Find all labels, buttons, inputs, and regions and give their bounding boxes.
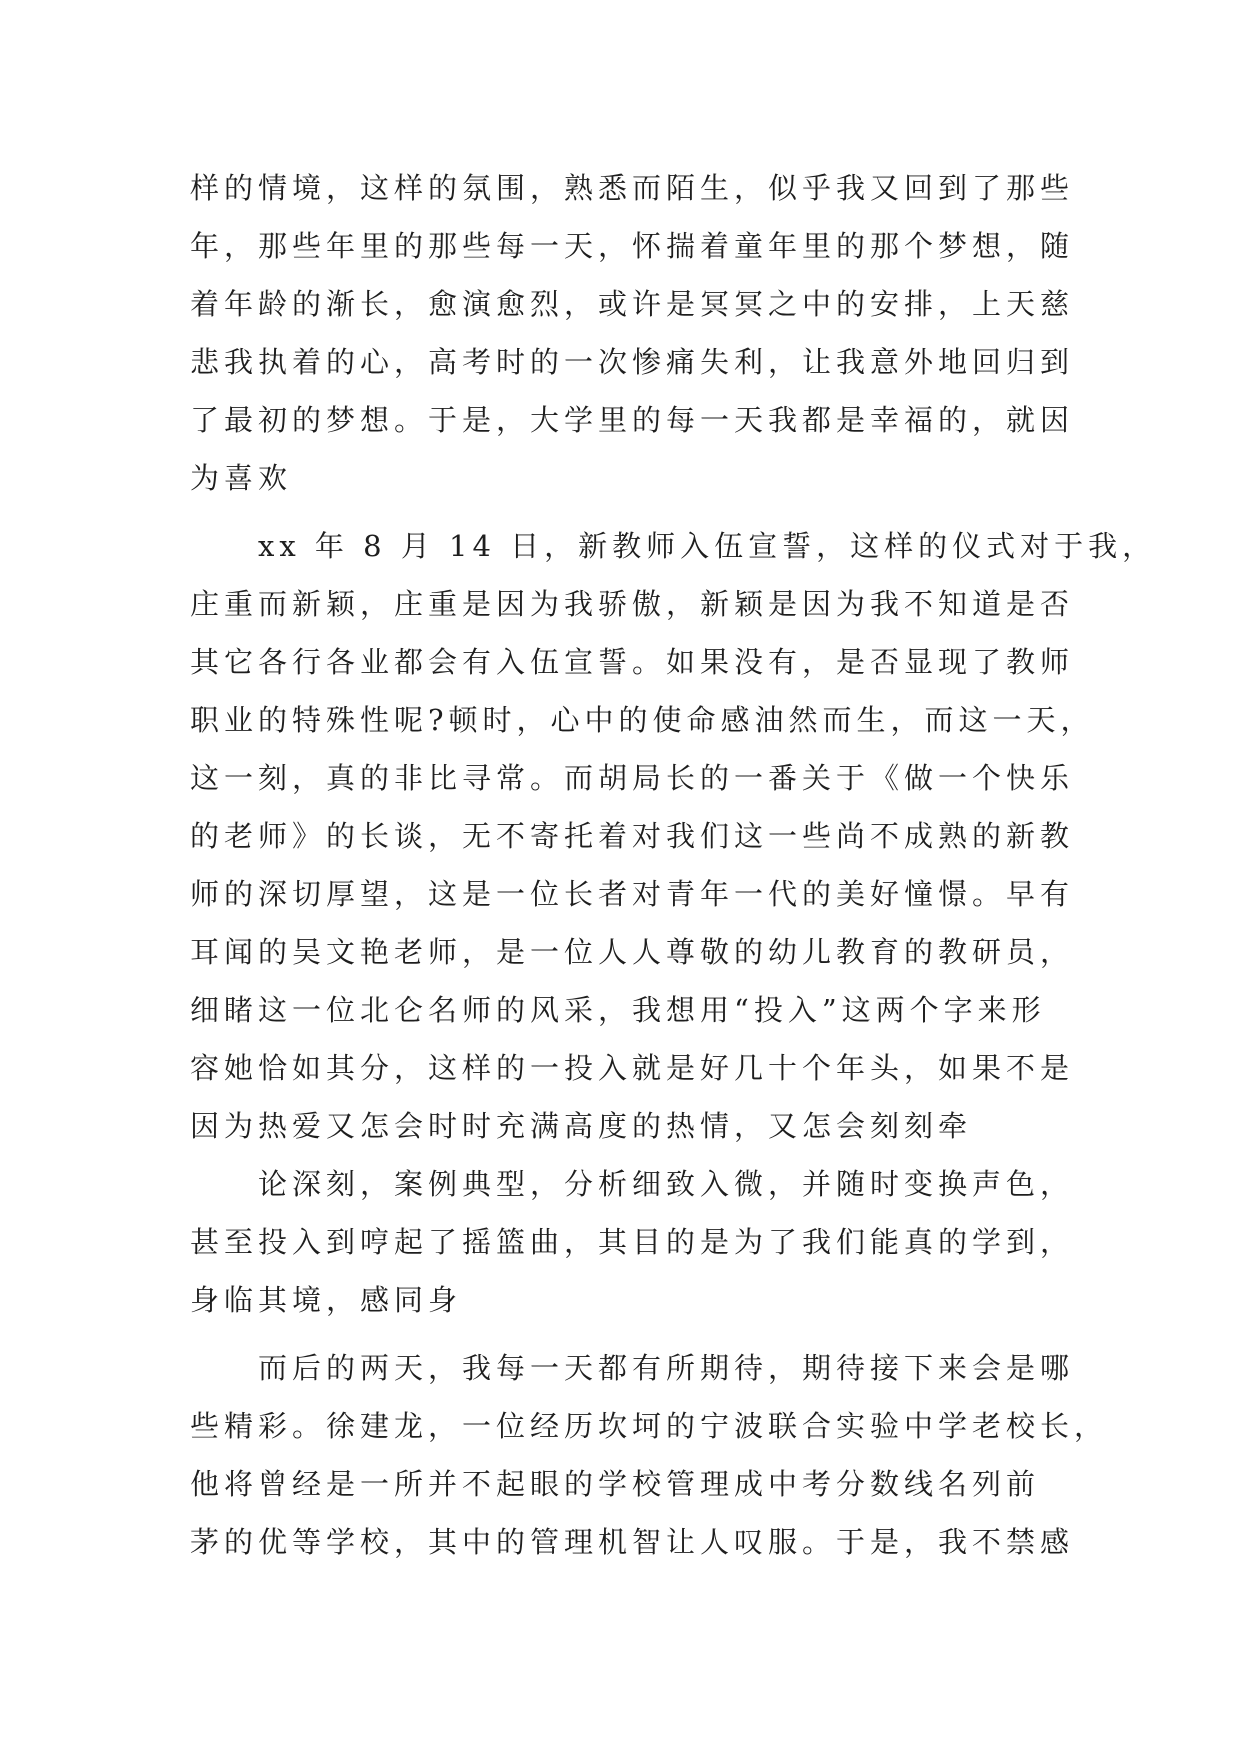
document-body [190,159,1157,1571]
text-line: 悲我执着的心，高考时的一次惨痛失利，让我意外地回归到 [190,345,1075,379]
text-line: 师的深切厚望，这是一位长者对青年一代的美好憧憬。早有 [190,877,1075,911]
text-line: 了最初的梦想。于是，大学里的每一天我都是幸福的，就因 [190,403,1075,437]
text-line: 他将曾经是一所并不起眼的学校管理成中考分数线名列前 [190,1467,1041,1501]
text-line: 庄重而新颖，庄重是因为我骄傲，新颖是因为我不知道是否 [190,587,1075,621]
paragraph-2 [190,517,1157,1155]
text-line: 样的情境，这样的氛围，熟悉而陌生，似乎我又回到了那些 [190,171,1075,205]
text-line: xx 年 8 月 14 日，新教师入伍宣誓，这样的仪式对于我， [258,529,1157,563]
text-line: 年，那些年里的那些每一天，怀揣着童年里的那个梦想，随 [190,229,1075,263]
paragraph-1 [190,159,1075,507]
text-line: 其它各行各业都会有入伍宣誓。如果没有，是否显现了教师 [190,645,1075,679]
text-line: 茅的优等学校，其中的管理机智让人叹服。于是，我不禁感 [190,1525,1075,1559]
text-line: 职业的特殊性呢?顿时，心中的使命感油然而生，而这一天， [190,703,1095,737]
text-line: 甚至投入到哼起了摇篮曲，其目的是为了我们能真的学到， [190,1225,1075,1259]
text-line: 这一刻，真的非比寻常。而胡局长的一番关于《做一个快乐 [190,761,1075,795]
paragraph-3 [190,1155,1075,1329]
text-line: 着年龄的渐长，愈演愈烈，或许是冥冥之中的安排，上天慈 [190,287,1075,321]
text-line: 身临其境，感同身 [190,1283,463,1317]
text-line: 而后的两天，我每一天都有所期待，期待接下来会是哪 [258,1351,1075,1385]
text-line: 耳闻的吴文艳老师，是一位人人尊敬的幼儿教育的教研员， [190,935,1075,969]
text-line: 些精彩。徐建龙，一位经历坎坷的宁波联合实验中学老校长， [190,1409,1109,1443]
text-line: 因为热爱又怎会时时充满高度的热情，又怎会刻刻牵 [190,1109,973,1143]
text-line: 容她恰如其分，这样的一投入就是好几十个年头，如果不是 [190,1051,1075,1085]
text-line: 论深刻，案例典型，分析细致入微，并随时变换声色， [258,1167,1075,1201]
text-line: 为喜欢 [190,461,293,495]
text-line: 的老师》的长谈，无不寄托着对我们这一些尚不成熟的新教 [190,819,1075,853]
text-line: 细睹这一位北仑名师的风采，我想用“投入”这两个字来形 [190,993,1046,1027]
paragraph-4 [190,1339,1109,1571]
